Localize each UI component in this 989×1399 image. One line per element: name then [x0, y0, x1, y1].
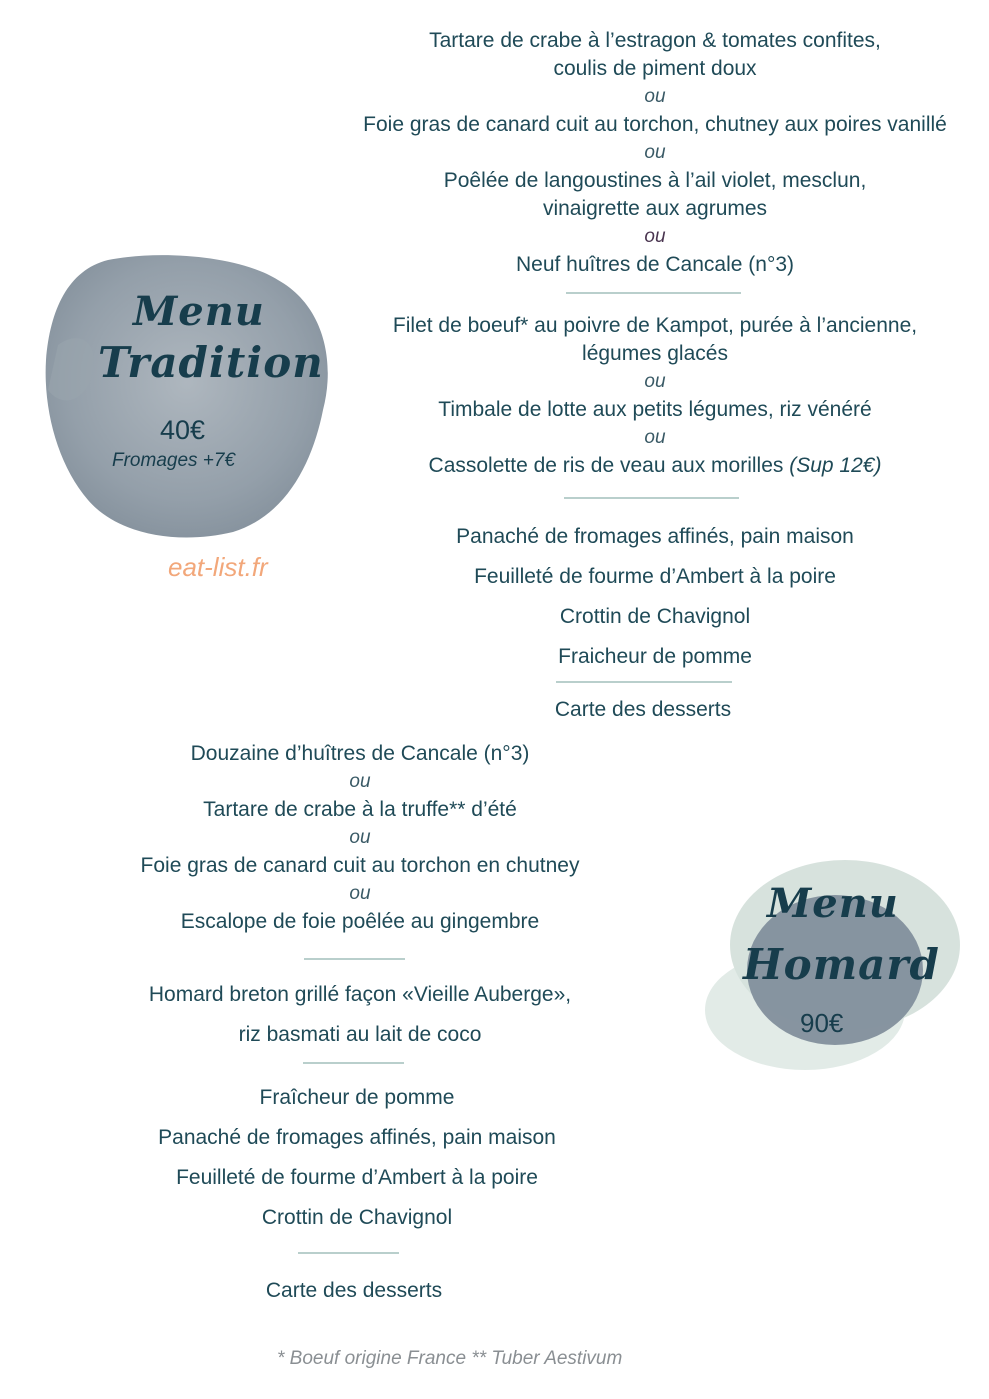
dish-name: Cassolette de ris de veau aux morilles	[428, 454, 784, 477]
watermark: eat-list.fr	[168, 552, 268, 582]
dish-line: Timbale de lotte aux petits légumes, riz vénéré	[438, 398, 872, 421]
dish-line: Tartare de crabe à l’estragon & tomates confites,	[429, 29, 881, 52]
homard-starters	[60, 740, 660, 936]
dish-line: Feuilleté de fourme d’Ambert à la poire	[474, 565, 836, 588]
or-separator: ou	[644, 371, 666, 392]
dish-line: légumes glacés	[582, 342, 728, 365]
tradition-mains	[330, 312, 980, 480]
dish-line: Douzaine d’huîtres de Cancale (n°3)	[190, 742, 530, 765]
dish-line: Panaché de fromages affinés, pain maison	[158, 1126, 556, 1149]
menu-tradition-title-line1: Menu	[133, 288, 265, 335]
menu-homard-badge	[695, 840, 963, 1080]
menu-homard-title-line2: Homard	[743, 940, 940, 989]
dish-line: riz basmati au lait de coco	[238, 1023, 482, 1046]
dish-line: Fraîcheur de pomme	[259, 1086, 455, 1109]
dish-line: Poêlée de langoustines à l’ail violet, mesclun,	[443, 169, 867, 192]
menu-tradition-price: 40€	[160, 415, 206, 445]
dish-line: Filet de boeuf* au poivre de Kampot, purée à l’ancienne,	[392, 314, 918, 337]
tradition-starters	[330, 27, 980, 279]
dish-line: coulis de piment doux	[553, 57, 757, 80]
or-separator: ou	[644, 427, 666, 448]
menu-tradition-badge	[38, 250, 338, 540]
tradition-desserts: Carte des desserts	[554, 698, 732, 721]
dish-line: Tartare de crabe à la truffe** d’été	[203, 798, 517, 821]
dish-line: Escalope de foie poêlée au gingembre	[180, 910, 540, 933]
homard-cheese-dessert	[57, 1078, 657, 1238]
footnote: * Boeuf origine France ** Tuber Aestivum	[277, 1348, 623, 1369]
section-divider	[303, 1062, 404, 1064]
dish-line: Feuilleté de fourme d’Ambert à la poire	[176, 1166, 538, 1189]
section-divider	[298, 1252, 399, 1254]
menu-tradition-cheese-supplement: Fromages +7€	[112, 450, 236, 471]
or-separator: ou	[644, 226, 666, 247]
dish-line: Fraicheur de pomme	[558, 645, 752, 668]
dish-line: Crottin de Chavignol	[261, 1206, 453, 1229]
dish-line: Panaché de fromages affinés, pain maison	[456, 525, 854, 548]
menu-homard-price: 90€	[800, 1008, 844, 1038]
dish-line	[330, 452, 980, 480]
section-divider	[556, 681, 732, 683]
dish-line: Crottin de Chavignol	[559, 605, 751, 628]
homard-main	[60, 975, 660, 1055]
dish-line: Neuf huîtres de Cancale (n°3)	[515, 253, 795, 276]
menu-homard-title-line1: Menu	[767, 880, 899, 927]
section-divider	[304, 958, 405, 960]
dish-line: Foie gras de canard cuit au torchon, chutney aux poires vanillé	[363, 113, 947, 136]
menu-tradition-title-line2: Tradition	[98, 338, 324, 387]
section-divider	[566, 292, 741, 294]
or-separator: ou	[349, 827, 371, 848]
section-divider	[564, 497, 739, 499]
dish-line: Homard breton grillé façon «Vieille Auberge»,	[148, 983, 572, 1006]
or-separator: ou	[349, 883, 371, 904]
or-separator: ou	[644, 86, 666, 107]
or-separator: ou	[644, 142, 666, 163]
dish-line: vinaigrette aux agrumes	[542, 197, 768, 220]
homard-desserts: Carte des desserts	[265, 1279, 443, 1302]
supplement-note: (Sup 12€)	[789, 454, 882, 477]
dish-line: Foie gras de canard cuit au torchon en chutney	[140, 854, 580, 877]
tradition-cheese-dessert	[330, 517, 980, 677]
or-separator: ou	[349, 771, 371, 792]
